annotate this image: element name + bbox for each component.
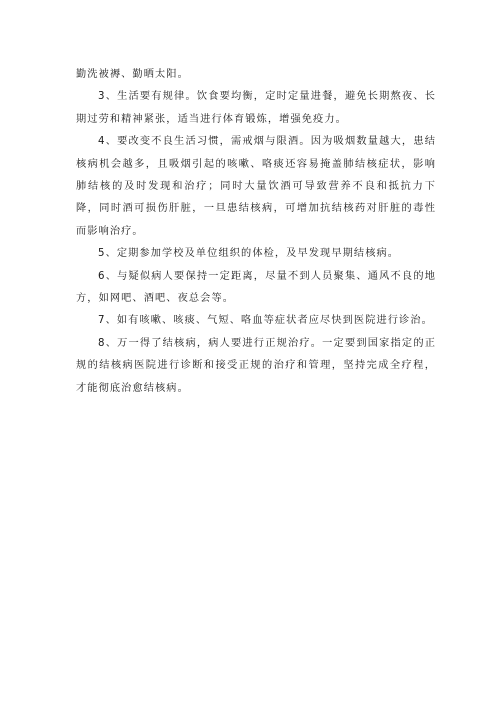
- paragraph-item-7: 7、如有咳嗽、咳痰、气短、咯血等症状者应尽快到医院进行诊治。: [98, 315, 433, 327]
- paragraph-continuation: 勤洗被褥、勤晒太阳。: [76, 69, 189, 80]
- paragraph-item-8: 8、万一得了结核病，病人要进行正规治疗。一定要到国家指定的正规的结核病医院进行诊断和接受正规的治疗和管理，坚持完成全疗程，才能彻底治愈结核病。: [76, 337, 436, 394]
- paragraph-item-5: 5、定期参加学校及单位组织的体检，及早发现早期结核病。: [98, 248, 400, 260]
- paragraph-item-3: 3、生活要有规律。饮食要均衡，定时定量进餐，避免长期熬夜、长期过劳和精神紧张，适当进行体育锻炼，增强免疫力。: [76, 91, 436, 125]
- paragraph-item-4: 4、要改变不良生活习惯，需戒烟与限酒。因为吸烟数量越大，患结核病机会越多，且吸烟引起的咳嗽、咯痰还容易掩盖肺结核症状，影响肺结核的及时发现和治疗；同时大量饮酒可导致营养不良和抵抗力下降，同时酒可损伤肝脏，一旦患结核病，可增加抗结核药对肝脏的毒性而影响治疗。: [76, 136, 436, 237]
- document-page: [76, 64, 436, 400]
- paragraph-item-6: 6、与疑似病人要保持一定距离，尽量不到人员聚集、通风不良的地方，如网吧、酒吧、夜总会等。: [76, 270, 436, 305]
